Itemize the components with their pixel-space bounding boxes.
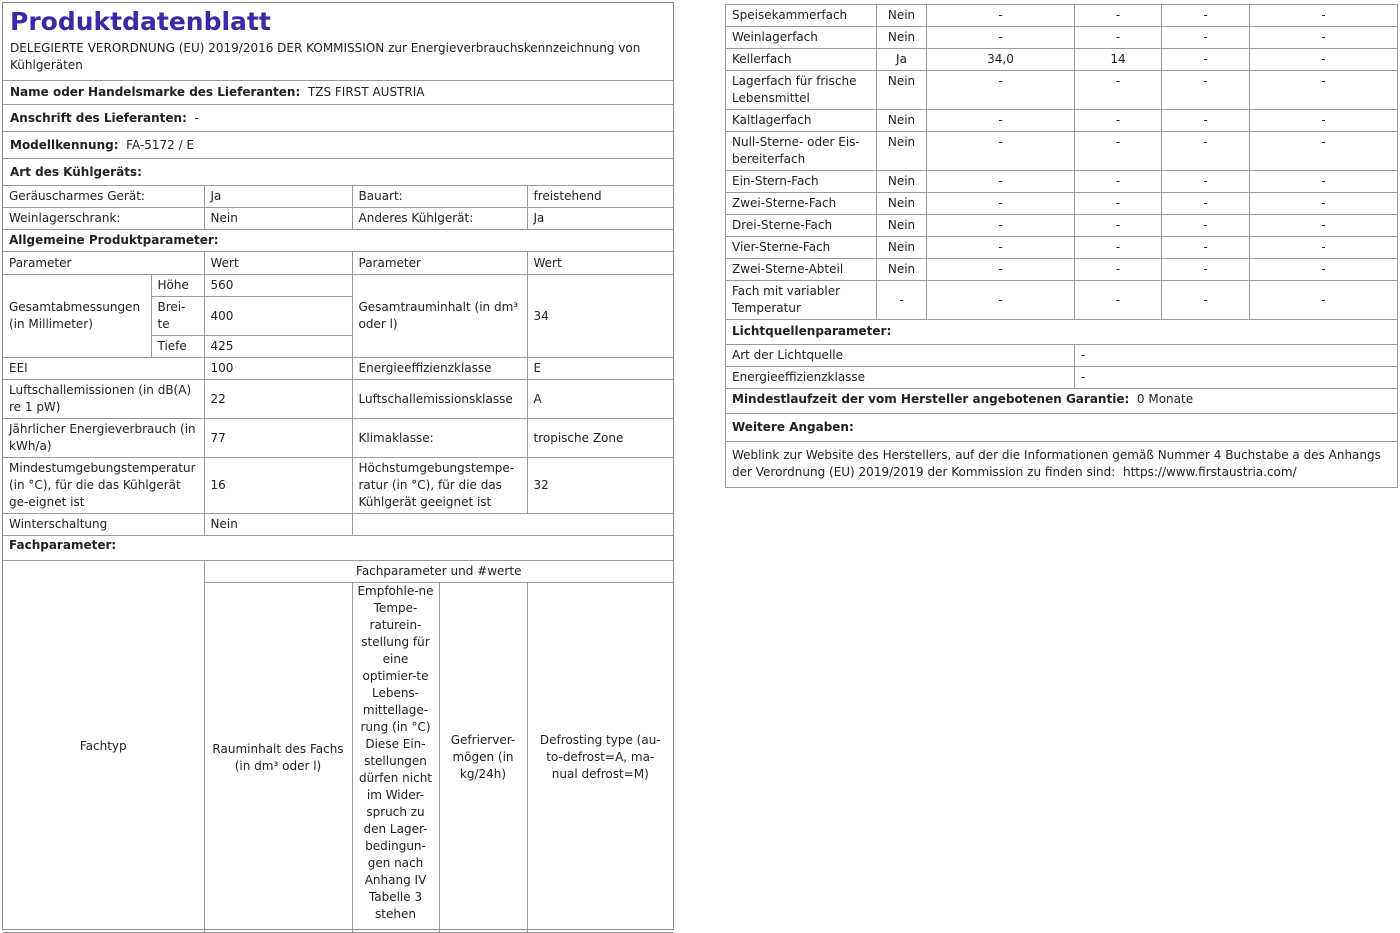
- table-row: [3, 275, 673, 297]
- table-row: [3, 358, 673, 380]
- compartment-defrost: -: [1250, 5, 1398, 27]
- compartment-defrost: -: [1250, 27, 1398, 49]
- light-value: -: [1075, 345, 1398, 367]
- warranty-value: 0 Monate: [1136, 392, 1194, 406]
- type-value: freistehend: [527, 186, 673, 208]
- compartment-name: Weinlagerfach: [726, 27, 877, 49]
- table-row: [726, 345, 1398, 367]
- compartment-temp: -: [1075, 132, 1162, 171]
- width-value: 400: [204, 297, 352, 336]
- compartment-defrost: -: [1250, 110, 1398, 132]
- climate-value: tropische Zone: [527, 419, 673, 458]
- compartment-freeze: -: [1162, 71, 1250, 110]
- compartment-defrost: -: [1250, 71, 1398, 110]
- noise-value: 22: [204, 380, 352, 419]
- address-row: [3, 104, 673, 131]
- type-heading: Art des Kühlgeräts:: [3, 158, 673, 185]
- header-group: Fachparameter und #werte: [204, 561, 673, 583]
- compartment-freeze: -: [1162, 49, 1250, 71]
- compartment-defrost: -: [1250, 49, 1398, 71]
- header-temp: Empfohle-ne Tempe-raturein-stellung für eine optimier-te Lebens-mittellage-rung (in °C) Diese Ein-stellungen dürfen nicht im Wider-spruch zu den Lager-bedingun-gen nach Anhang IV Tabelle 3 stehen: [352, 583, 439, 933]
- compartment-freeze: -: [1162, 27, 1250, 49]
- more-heading: Weitere Angaben:: [726, 414, 1398, 442]
- model-value: FA-5172 / E: [126, 138, 195, 152]
- compartment-present: Nein: [877, 132, 927, 171]
- compartment-volume: -: [927, 110, 1075, 132]
- compartment-temp: -: [1075, 110, 1162, 132]
- table-row: [726, 281, 1398, 320]
- compartment-volume: -: [927, 281, 1075, 320]
- table-row: [3, 186, 673, 208]
- table-row: [3, 458, 673, 514]
- compartment-name: Zwei-Sterne-Fach: [726, 193, 877, 215]
- compartment-present: Nein: [877, 259, 927, 281]
- table-row: [726, 367, 1398, 389]
- supplier-label: Name oder Handelsmarke des Lieferanten:: [10, 85, 301, 99]
- compartment-present: Nein: [877, 71, 927, 110]
- mintemp-label: Mindestumgebungstemperatur (in °C), für die das Kühlgerät ge-eignet ist: [3, 458, 204, 514]
- compartment-temp: -: [1075, 171, 1162, 193]
- compartment-volume: -: [927, 215, 1075, 237]
- table-row: [726, 71, 1398, 110]
- table-row: [726, 215, 1398, 237]
- compartment-name: Lagerfach für frische Lebensmittel: [726, 71, 877, 110]
- light-heading: Lichtquellenparameter:: [726, 320, 1398, 345]
- maxtemp-label: Höchstumgebungstempe-ratur (in °C), für die das Kühlgerät geeignet ist: [352, 458, 527, 514]
- address-value: -: [194, 111, 199, 125]
- compartment-freeze: -: [1162, 5, 1250, 27]
- compartment-name: Ein-Stern-Fach: [726, 171, 877, 193]
- type-label: Weinlagerschrank:: [3, 208, 204, 230]
- table-row: [726, 259, 1398, 281]
- header-defrost: Defrosting type (au-to-defrost=A, ma-nual defrost=M): [527, 583, 673, 933]
- address-label: Anschrift des Lieferanten:: [10, 111, 187, 125]
- regulation-text: DELEGIERTE VERORDNUNG (EU) 2019/2016 DER KOMMISSION zur Energieverbrauchskennzeichnung von Kühlgeräten: [10, 41, 641, 72]
- height-label: Höhe: [151, 275, 204, 297]
- compartment-present: Nein: [877, 193, 927, 215]
- page-title: Produktdatenblatt: [10, 7, 271, 36]
- compartment-name: Zwei-Sterne-Abteil: [726, 259, 877, 281]
- compartment-present: Ja: [877, 49, 927, 71]
- maxtemp-value: 32: [527, 458, 673, 514]
- eei-value: 100: [204, 358, 352, 380]
- height-value: 560: [204, 275, 352, 297]
- compartment-present: Nein: [877, 110, 927, 132]
- compartment-header-table: [3, 560, 673, 933]
- width-label: Brei-te: [151, 297, 204, 336]
- compartment-volume: 34,0: [927, 49, 1075, 71]
- eei-label: EEI: [3, 358, 204, 380]
- type-label: Anderes Kühlgerät:: [352, 208, 527, 230]
- table-row: [726, 5, 1398, 27]
- table-row: [3, 252, 673, 275]
- climate-label: Klimaklasse:: [352, 419, 527, 458]
- product-datasheet-left: [2, 2, 674, 930]
- compartment-heading: Fachparameter:: [3, 536, 673, 561]
- mintemp-value: 16: [204, 458, 352, 514]
- compartment-volume: -: [927, 27, 1075, 49]
- compartment-name: Kellerfach: [726, 49, 877, 71]
- compartment-freeze: -: [1162, 193, 1250, 215]
- compartment-table: [725, 4, 1398, 320]
- type-value: Ja: [204, 186, 352, 208]
- energy-label: Jährlicher Energieverbrauch (in kWh/a): [3, 419, 204, 458]
- light-value: -: [1075, 367, 1398, 389]
- volume-value: 34: [527, 275, 673, 358]
- type-label: Bauart:: [352, 186, 527, 208]
- compartment-defrost: -: [1250, 171, 1398, 193]
- model-label: Modellkennung:: [10, 138, 119, 152]
- compartment-temp: -: [1075, 5, 1162, 27]
- general-heading: Allgemeine Produktparameter:: [3, 230, 673, 252]
- compartment-present: Nein: [877, 5, 927, 27]
- compartment-defrost: -: [1250, 281, 1398, 320]
- compartment-temp: -: [1075, 215, 1162, 237]
- depth-value: 425: [204, 336, 352, 358]
- compartment-present: Nein: [877, 27, 927, 49]
- header-param: Parameter: [3, 252, 204, 275]
- type-label: Geräuscharmes Gerät:: [3, 186, 204, 208]
- compartment-name: Null-Sterne- oder Eis-bereiterfach: [726, 132, 877, 171]
- header-fachtyp: Fachtyp: [3, 561, 204, 933]
- compartment-name: Vier-Sterne-Fach: [726, 237, 877, 259]
- compartment-freeze: -: [1162, 281, 1250, 320]
- eclass-value: E: [527, 358, 673, 380]
- compartment-defrost: -: [1250, 259, 1398, 281]
- supplier-row: [3, 80, 673, 104]
- volume-label: Gesamtrauminhalt (in dm³ oder l): [352, 275, 527, 358]
- compartment-present: -: [877, 281, 927, 320]
- depth-label: Tiefe: [151, 336, 204, 358]
- compartment-defrost: -: [1250, 193, 1398, 215]
- table-row: [726, 110, 1398, 132]
- compartment-present: Nein: [877, 171, 927, 193]
- compartment-freeze: -: [1162, 259, 1250, 281]
- table-row: [3, 514, 673, 536]
- eclass-label: Energieeffizienzklasse: [352, 358, 527, 380]
- compartment-freeze: -: [1162, 171, 1250, 193]
- compartment-temp: -: [1075, 281, 1162, 320]
- compartment-volume: -: [927, 5, 1075, 27]
- header-volume: Rauminhalt des Fachs (in dm³ oder l): [204, 583, 352, 933]
- light-table: [725, 319, 1398, 488]
- noise-label: Luftschallemissionen (in dB(A) re 1 pW): [3, 380, 204, 419]
- compartment-volume: -: [927, 237, 1075, 259]
- compartment-freeze: -: [1162, 110, 1250, 132]
- type-value: Nein: [204, 208, 352, 230]
- compartment-present: Nein: [877, 215, 927, 237]
- table-row: [3, 419, 673, 458]
- compartment-temp: -: [1075, 237, 1162, 259]
- compartment-name: Fach mit variabler Temperatur: [726, 281, 877, 320]
- more-row: [726, 442, 1398, 488]
- compartment-defrost: -: [1250, 237, 1398, 259]
- compartment-volume: -: [927, 132, 1075, 171]
- table-row: [3, 380, 673, 419]
- compartment-temp: -: [1075, 71, 1162, 110]
- table-row: [726, 171, 1398, 193]
- compartment-name: Drei-Sterne-Fach: [726, 215, 877, 237]
- dims-label: Gesamtabmessungen (in Millimeter): [3, 275, 151, 358]
- compartment-volume: -: [927, 193, 1075, 215]
- energy-value: 77: [204, 419, 352, 458]
- model-row: [3, 131, 673, 158]
- type-value: Ja: [527, 208, 673, 230]
- header-value: Wert: [204, 252, 352, 275]
- general-table: [3, 251, 673, 561]
- table-row: [726, 237, 1398, 259]
- table-row: [726, 27, 1398, 49]
- header-freeze: Gefrierver-mögen (in kg/24h): [439, 583, 527, 933]
- light-label: Energieeffizienzklasse: [726, 367, 1075, 389]
- compartment-temp: -: [1075, 193, 1162, 215]
- table-row: [726, 193, 1398, 215]
- compartment-volume: -: [927, 71, 1075, 110]
- noiseclass-value: A: [527, 380, 673, 419]
- empty-cell: [352, 514, 673, 536]
- compartment-freeze: -: [1162, 237, 1250, 259]
- winter-label: Winterschaltung: [3, 514, 204, 536]
- compartment-defrost: -: [1250, 132, 1398, 171]
- manufacturer-link[interactable]: https://www.firstaustria.com/: [1122, 465, 1297, 479]
- compartment-temp: -: [1075, 27, 1162, 49]
- compartment-present: Nein: [877, 237, 927, 259]
- compartment-name: Speisekammerfach: [726, 5, 877, 27]
- compartment-freeze: -: [1162, 215, 1250, 237]
- type-table: [3, 185, 673, 252]
- more-text: Weblink zur Website des Herstellers, auf der die Informationen gemäß Nummer 4 Buchstabe a des Anhangs der Verordnung (EU) 2019/2019 der Kommission zu finden sind:: [732, 448, 1381, 479]
- compartment-name: Kaltlagerfach: [726, 110, 877, 132]
- header-param: Parameter: [352, 252, 527, 275]
- winter-value: Nein: [204, 514, 352, 536]
- warranty-row: [726, 389, 1398, 414]
- compartment-freeze: -: [1162, 132, 1250, 171]
- table-row: [726, 49, 1398, 71]
- table-row: [3, 208, 673, 230]
- compartment-temp: -: [1075, 259, 1162, 281]
- warranty-label: Mindestlaufzeit der vom Hersteller angebotenen Garantie:: [732, 392, 1130, 406]
- noiseclass-label: Luftschallemissionsklasse: [352, 380, 527, 419]
- product-datasheet-right: [725, 4, 1398, 488]
- table-row: [726, 132, 1398, 171]
- supplier-value: TZS FIRST AUSTRIA: [307, 85, 425, 99]
- compartment-temp: 14: [1075, 49, 1162, 71]
- compartment-volume: -: [927, 259, 1075, 281]
- compartment-defrost: -: [1250, 215, 1398, 237]
- header-value: Wert: [527, 252, 673, 275]
- light-label: Art der Lichtquelle: [726, 345, 1075, 367]
- compartment-volume: -: [927, 171, 1075, 193]
